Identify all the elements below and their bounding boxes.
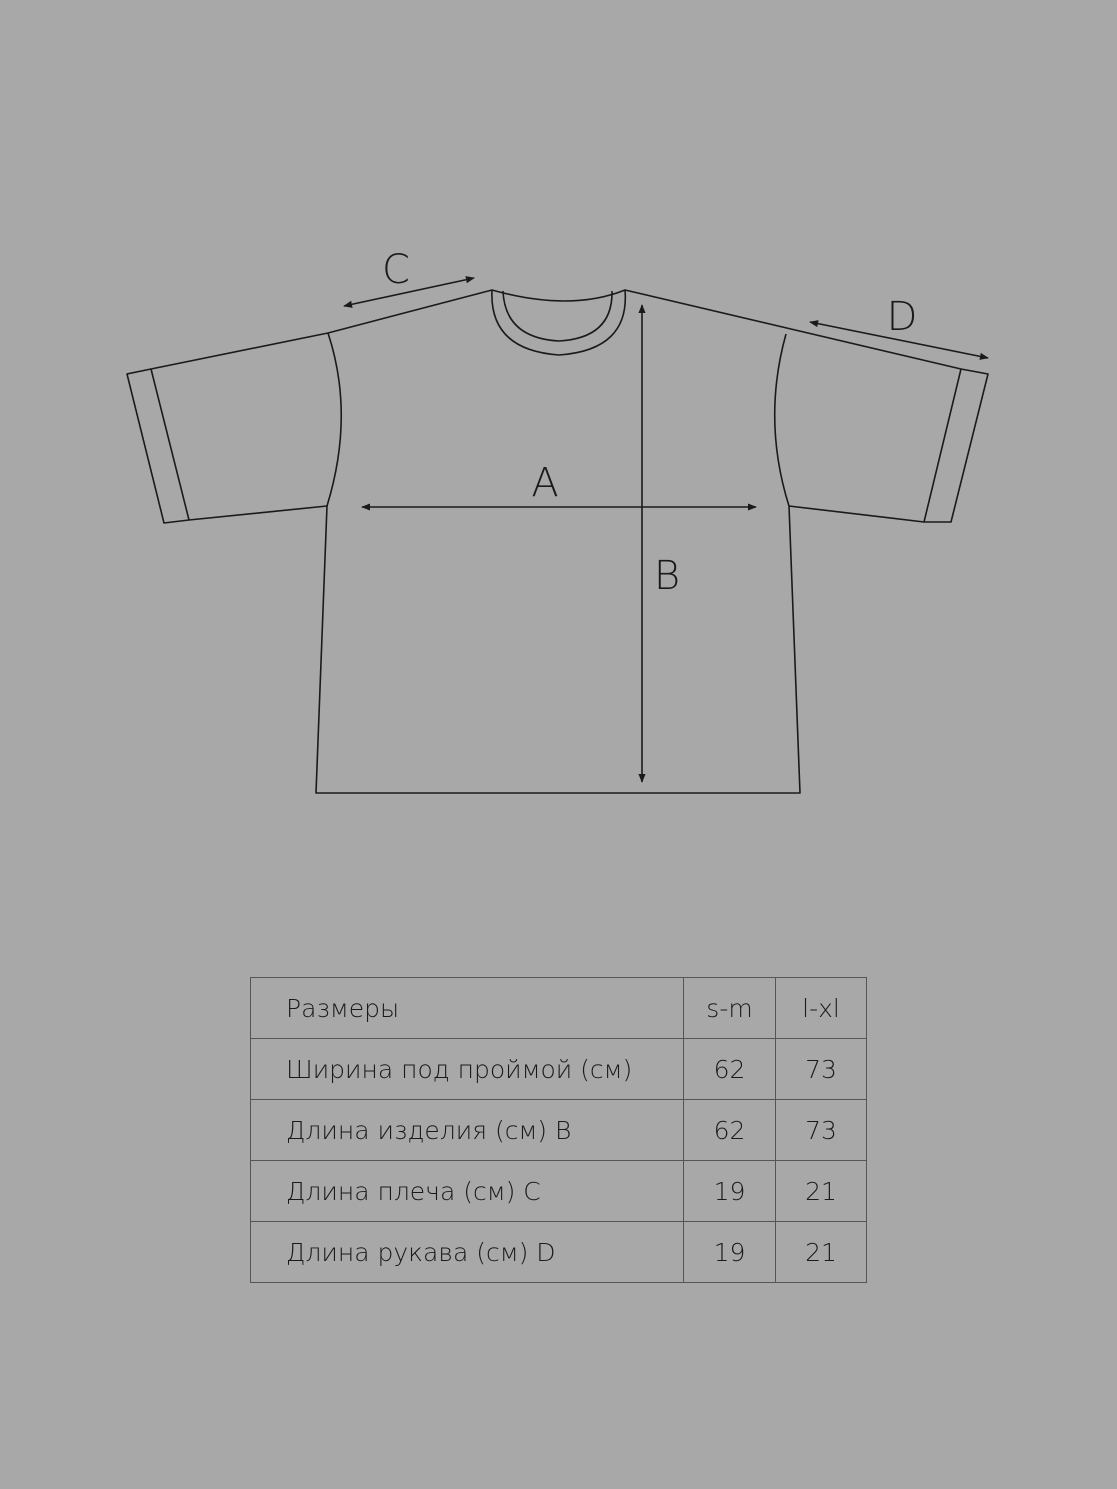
cell-l-xl: 21: [776, 1161, 867, 1222]
tshirt-body-outline: [127, 290, 988, 793]
label-b: B: [653, 553, 681, 599]
row-label: Длина изделия (см) B: [251, 1100, 684, 1161]
cell-l-xl: 21: [776, 1222, 867, 1283]
header-l-xl: l-xl: [776, 978, 867, 1039]
row-label: Длина рукава (см) D: [251, 1222, 684, 1283]
table-row: [251, 1039, 867, 1100]
header-sizes: Размеры: [251, 978, 684, 1039]
table-header-row: [251, 978, 867, 1039]
tshirt-outline: [127, 290, 988, 793]
left-sleeve-cuff: [151, 369, 189, 520]
label-c: C: [382, 247, 410, 293]
cell-s-m: 62: [684, 1039, 776, 1100]
table-row: [251, 1222, 867, 1283]
measurement-arrows: [344, 278, 988, 782]
size-table: [250, 977, 867, 1283]
table-row: [251, 1161, 867, 1222]
left-armhole-seam: [327, 333, 341, 506]
table-row: [251, 1100, 867, 1161]
right-sleeve-cuff: [924, 369, 961, 522]
cell-l-xl: 73: [776, 1100, 867, 1161]
collar-outer: [492, 290, 625, 355]
cell-l-xl: 73: [776, 1039, 867, 1100]
label-d: D: [886, 294, 918, 340]
label-a: A: [531, 460, 559, 506]
right-armhole-seam: [775, 334, 789, 506]
cell-s-m: 19: [684, 1161, 776, 1222]
cell-s-m: 62: [684, 1100, 776, 1161]
cell-s-m: 19: [684, 1222, 776, 1283]
row-label: Ширина под проймой (см): [251, 1039, 684, 1100]
row-label: Длина плеча (см) C: [251, 1161, 684, 1222]
header-s-m: s-m: [684, 978, 776, 1039]
